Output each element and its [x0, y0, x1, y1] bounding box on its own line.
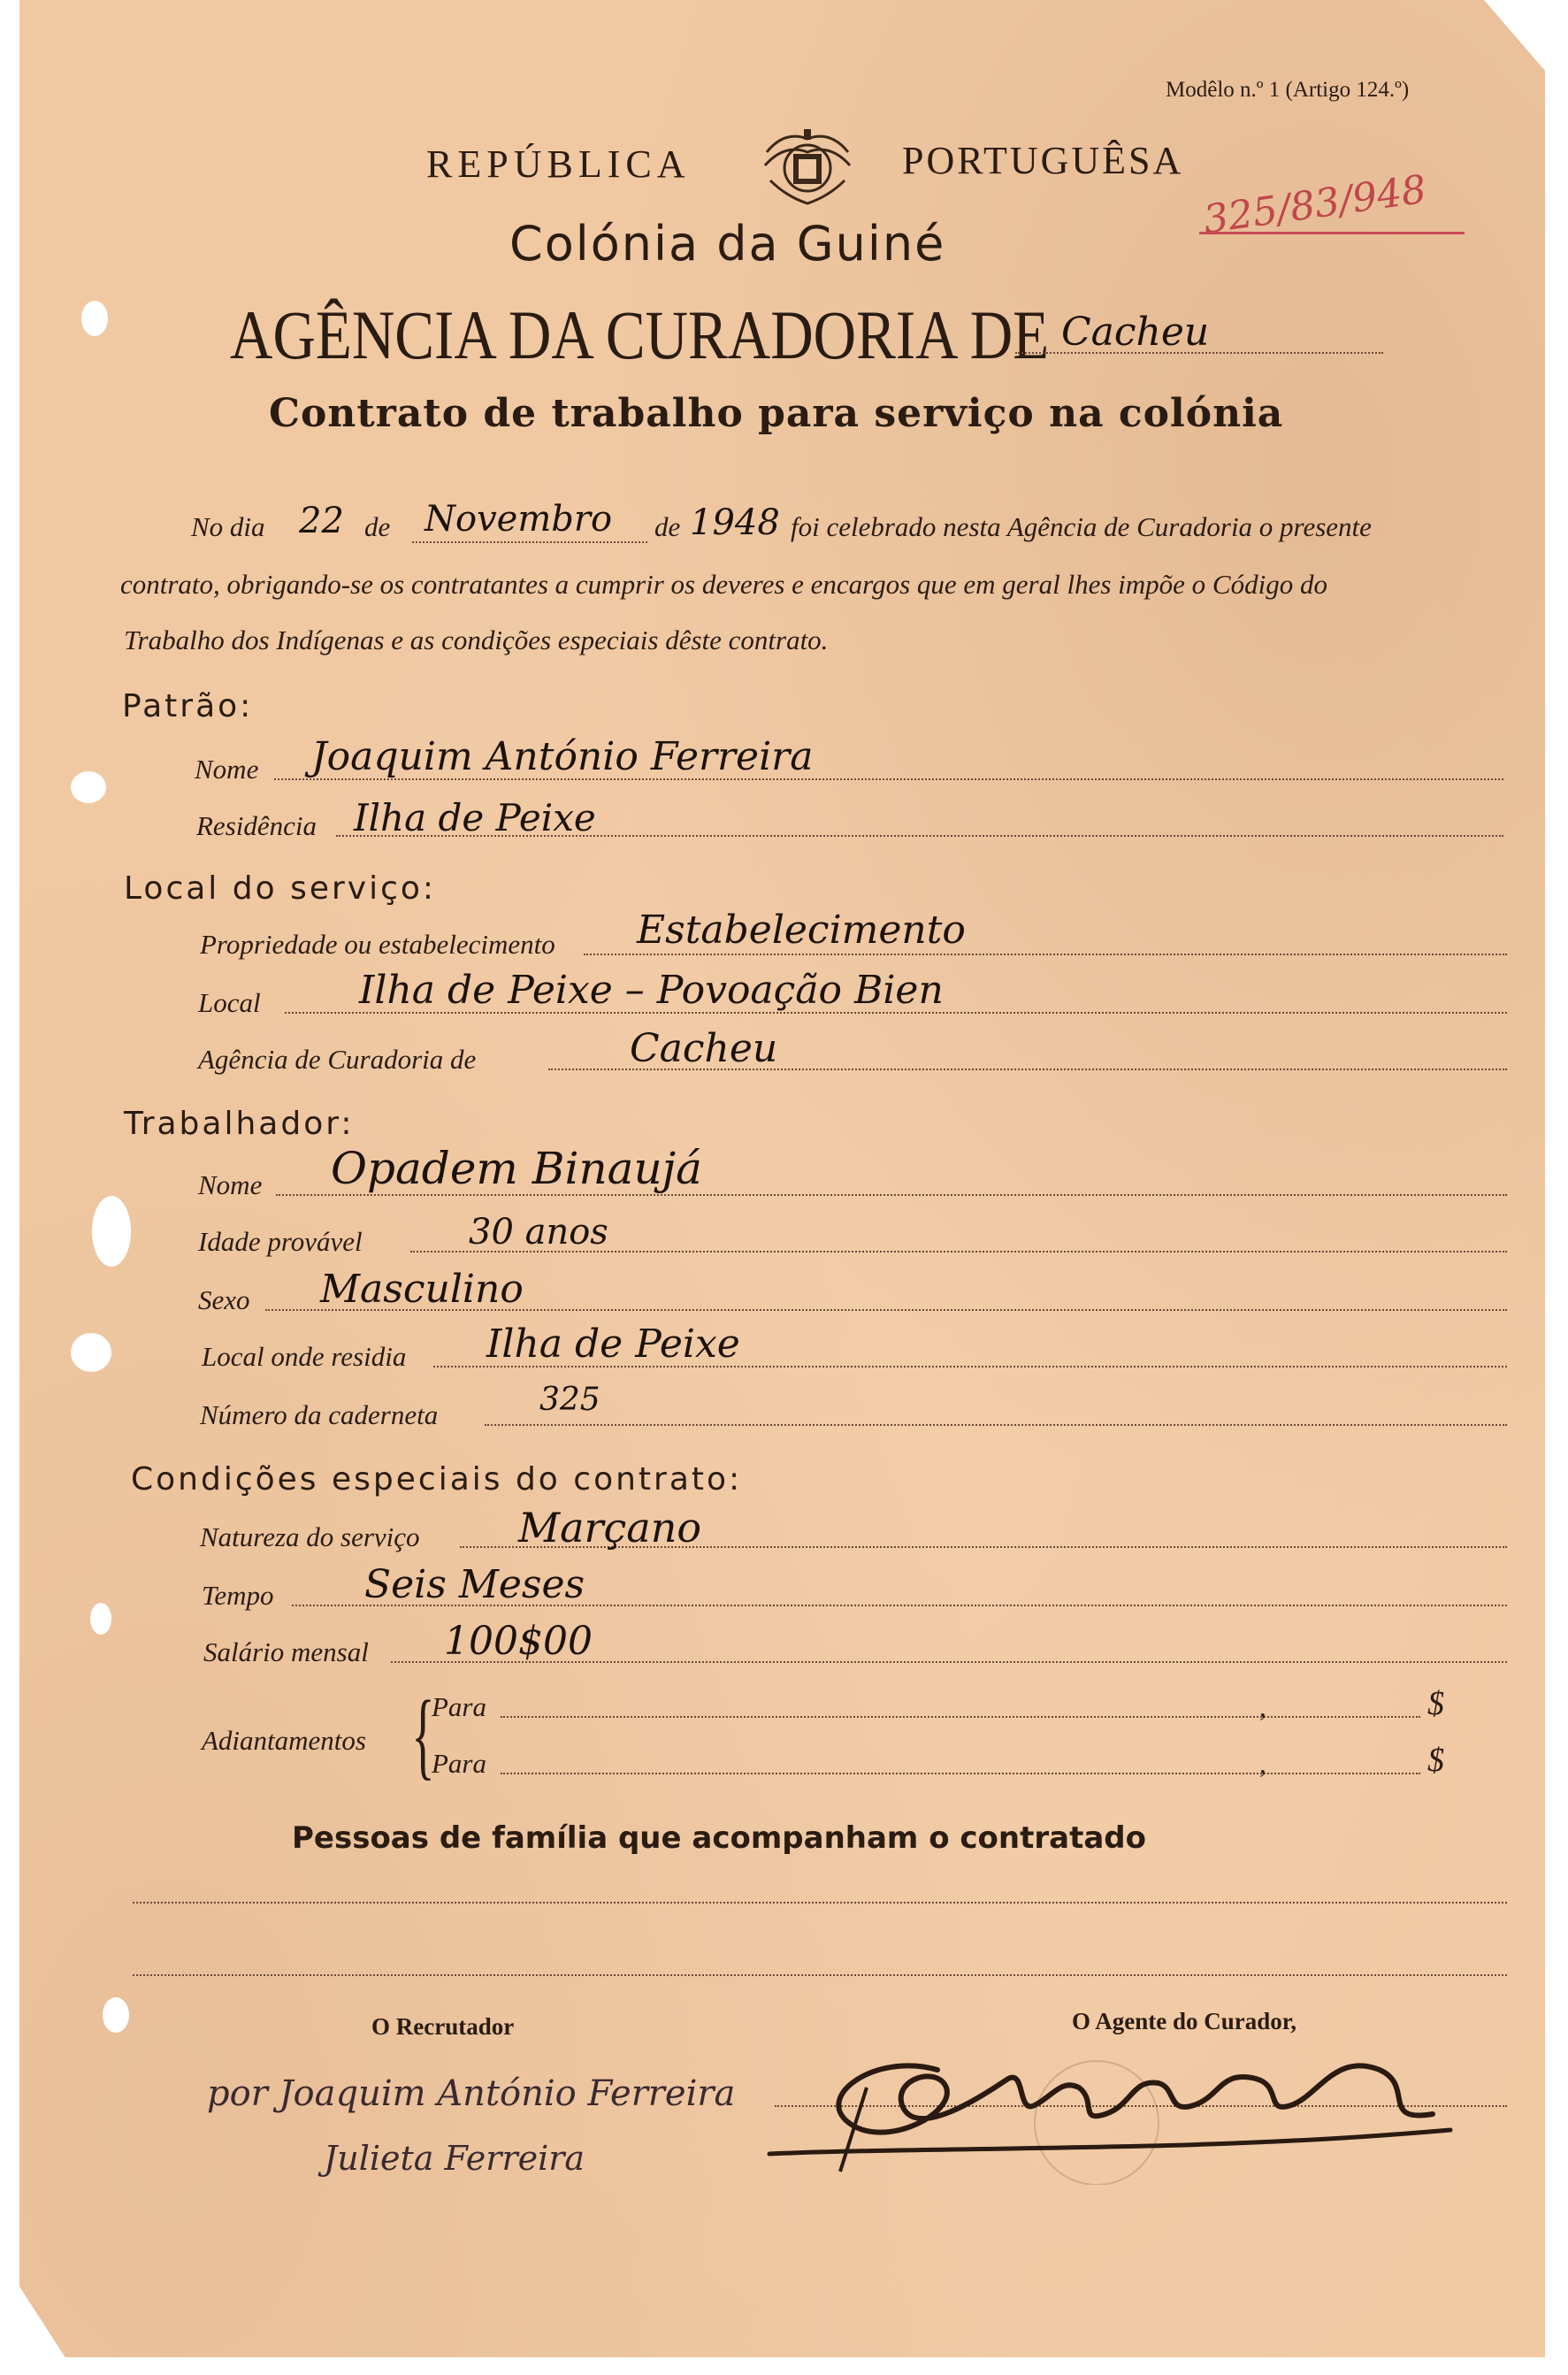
- adiantamentos-brace: {: [411, 1681, 435, 1789]
- patrao-nome-label: Nome: [195, 754, 259, 785]
- republica-text: REPÚBLICA: [426, 142, 691, 186]
- caderneta-value: 325: [539, 1382, 600, 1418]
- agencia-curadoria-value: Cacheu: [630, 1026, 778, 1071]
- agencia-curadoria-label: Agência de Curadoria de: [198, 1044, 477, 1075]
- familia-line-2: [133, 1974, 1507, 1976]
- agency-place-value: Cacheu: [1061, 310, 1210, 355]
- patrao-nome-value: Joaquim António Ferreira: [311, 734, 814, 779]
- para2-label: Para: [432, 1748, 486, 1779]
- intro-month: Novembro: [425, 499, 613, 540]
- idade-value: 30 anos: [469, 1212, 608, 1253]
- tempo-value: Seis Meses: [364, 1562, 585, 1607]
- local-label: Local: [198, 987, 261, 1018]
- intro-year: 1948: [690, 502, 780, 543]
- local-servico-heading: Local do serviço:: [124, 870, 437, 907]
- para1-label: Para: [432, 1691, 486, 1722]
- local-residia-value: Ilha de Peixe: [486, 1322, 740, 1367]
- trabalhador-nome-value: Opadem Binaujá: [331, 1143, 702, 1194]
- idade-label: Idade provável: [198, 1226, 363, 1257]
- contract-title: Contrato de trabalho para serviço na colónia: [269, 391, 1284, 436]
- caderneta-label: Número da caderneta: [200, 1399, 439, 1430]
- agency-title: AGÊNCIA DA CURADORIA DE: [230, 296, 1050, 373]
- sexo-label: Sexo: [198, 1284, 250, 1315]
- caderneta-line: [485, 1424, 1507, 1426]
- trabalhador-nome-label: Nome: [198, 1169, 263, 1200]
- intro-de2: de: [654, 511, 681, 542]
- recrutador-signature-line1: por Joaquim António Ferreira: [207, 2073, 736, 2114]
- intro-rest: foi celebrado nesta Agência de Curadoria o presente: [791, 511, 1372, 542]
- punch-hole: [103, 1997, 129, 2033]
- natureza-value: Marçano: [518, 1504, 702, 1551]
- intro-month-line: [412, 541, 647, 543]
- adiantamentos-label: Adiantamentos: [202, 1725, 366, 1756]
- condicoes-heading: Condições especiais do contrato:: [131, 1461, 743, 1498]
- punch-hole: [71, 771, 106, 803]
- para2-line: [501, 1773, 1420, 1774]
- familia-heading: Pessoas de família que acompanham o contratado: [292, 1820, 1146, 1856]
- punch-hole: [71, 1333, 111, 1372]
- recrutador-signature-line2: Julieta Ferreira: [324, 2139, 585, 2178]
- punch-hole: [81, 301, 108, 336]
- para2-comma: ,: [1259, 1748, 1266, 1779]
- salario-label: Salário mensal: [203, 1636, 369, 1667]
- patrao-residencia-label: Residência: [196, 810, 317, 841]
- familia-line-1: [133, 1902, 1507, 1904]
- propriedade-line: [584, 954, 1507, 955]
- reference-underline: [1199, 232, 1465, 234]
- agente-label: O Agente do Curador,: [1072, 2008, 1297, 2034]
- para1-comma: ,: [1259, 1691, 1266, 1722]
- punch-hole: [90, 1603, 111, 1635]
- patrao-residencia-value: Ilha de Peixe: [354, 796, 596, 839]
- trabalhador-nome-line: [276, 1194, 1507, 1196]
- propriedade-value: Estabelecimento: [637, 908, 966, 953]
- intro-no-dia: No dia: [191, 511, 265, 542]
- patrao-heading: Patrão:: [122, 688, 254, 724]
- intro-day: 22: [299, 501, 344, 541]
- salario-value: 100$00: [444, 1619, 593, 1664]
- local-value: Ilha de Peixe – Povoação Bien: [359, 968, 944, 1013]
- intro-line2: contrato, obrigando-se os contratantes a cumprir os deveres e encargos que em geral lhes impõe o Código do: [120, 569, 1327, 600]
- sexo-value: Masculino: [320, 1267, 524, 1312]
- colony-title: Colónia da Guiné: [509, 216, 946, 272]
- tempo-label: Tempo: [202, 1580, 274, 1611]
- recrutador-label: O Recrutador: [371, 2013, 515, 2040]
- natureza-label: Natureza do serviço: [200, 1521, 420, 1552]
- para1-currency: $: [1427, 1685, 1444, 1722]
- intro-de: de: [364, 511, 391, 542]
- portuguesa-text: PORTUGUÊSA: [902, 139, 1184, 182]
- para1-line: [501, 1716, 1420, 1718]
- reference-number: 325/83/948: [1200, 166, 1429, 243]
- local-residia-label: Local onde residia: [202, 1341, 407, 1372]
- agent-signature-icon: [761, 2017, 1468, 2185]
- punch-hole: [92, 1196, 131, 1267]
- coat-of-arms-icon: [758, 126, 857, 207]
- trabalhador-heading: Trabalhador:: [124, 1106, 355, 1142]
- propriedade-label: Propriedade ou estabelecimento: [200, 929, 555, 960]
- para2-currency: $: [1427, 1742, 1444, 1779]
- model-number: Modêlo n.º 1 (Artigo 124.º): [1166, 78, 1410, 102]
- intro-line3: Trabalho dos Indígenas e as condições especiais dêste contrato.: [124, 624, 829, 655]
